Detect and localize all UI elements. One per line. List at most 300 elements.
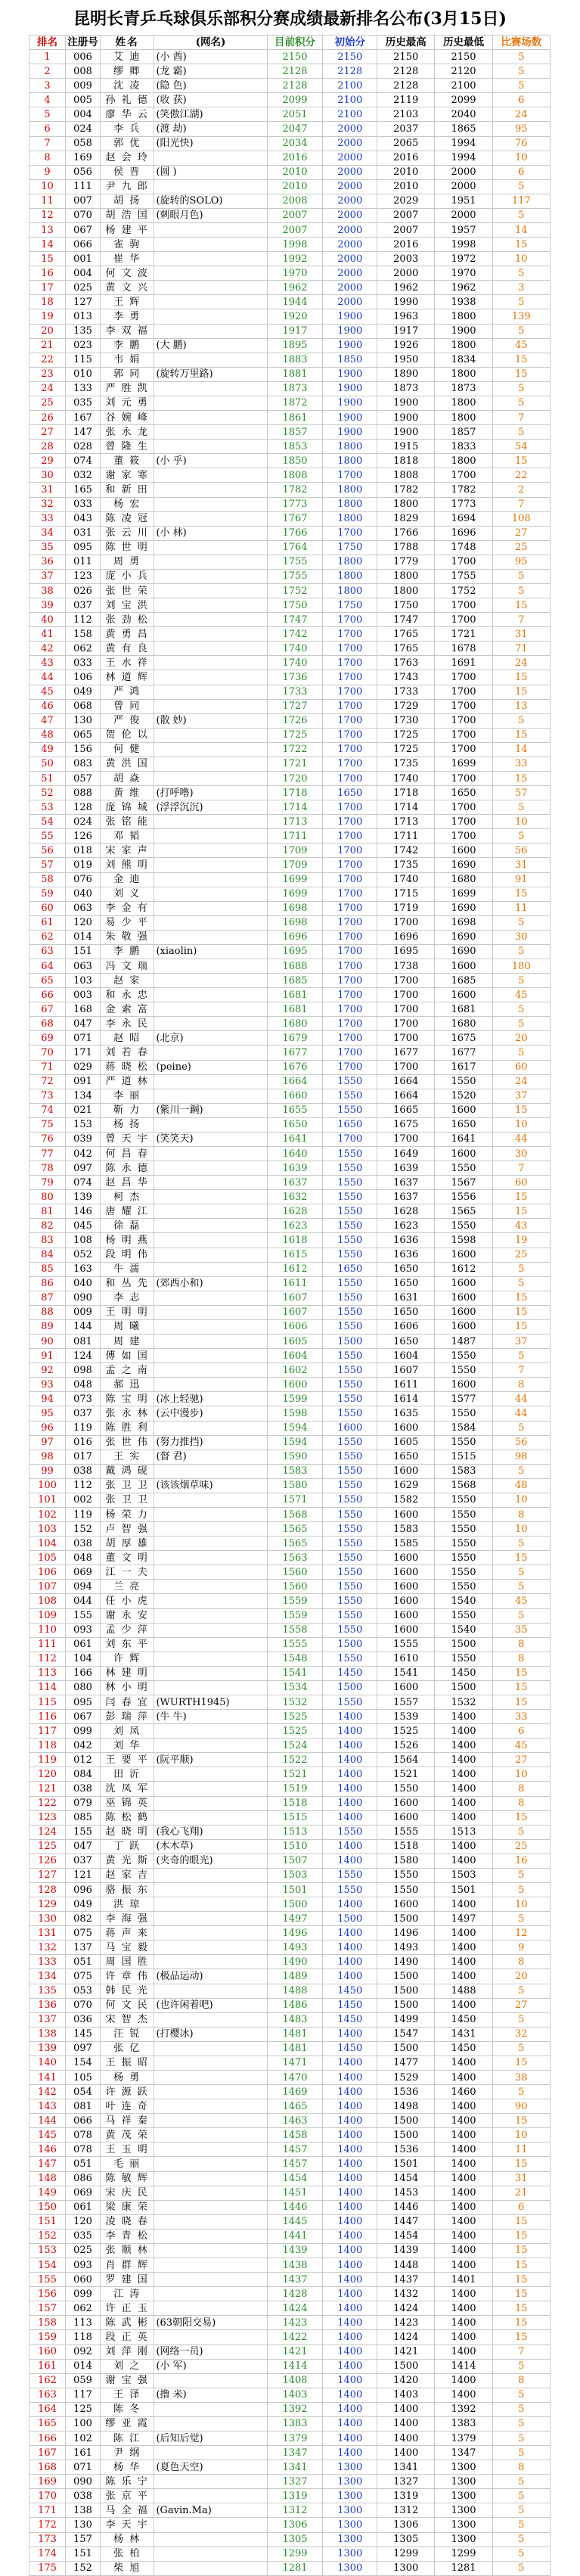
- table-row: [29, 411, 551, 425]
- reg-id-cell: 084: [66, 1767, 101, 1782]
- nickname-cell: (63朝阳交易): [154, 2316, 267, 2330]
- current-score-cell: 1655: [267, 1103, 323, 1117]
- nickname-cell: (小 军): [154, 2359, 267, 2373]
- history-high-cell: 1695: [377, 944, 435, 959]
- history-low-cell: 1400: [435, 2214, 492, 2229]
- reg-id-cell: 118: [66, 2330, 101, 2345]
- name-cell: 周 勇: [100, 555, 154, 569]
- rank-cell: 145: [29, 2128, 66, 2143]
- name-cell: 张 卫 卫: [100, 1478, 154, 1493]
- games-count-cell: 10: [492, 151, 550, 165]
- table-row: [29, 2157, 551, 2171]
- rank-cell: 75: [29, 1117, 66, 1132]
- games-count-cell: 5: [492, 1046, 550, 1060]
- table-row: [29, 454, 551, 468]
- current-score-cell: 1571: [267, 1493, 323, 1507]
- reg-id-cell: 060: [66, 2273, 101, 2287]
- history-high-cell: 1300: [377, 2561, 435, 2575]
- games-count-cell: 15: [492, 1103, 550, 1117]
- reg-id-cell: 113: [66, 2316, 101, 2330]
- games-count-cell: 45: [492, 338, 550, 353]
- initial-score-cell: 2000: [323, 151, 377, 165]
- name-cell: 王 要 平: [100, 1753, 154, 1767]
- history-low-cell: 1550: [435, 1507, 492, 1521]
- initial-score-cell: 1400: [323, 2200, 377, 2214]
- name-cell: 段 正 英: [100, 2330, 154, 2345]
- nickname-cell: [154, 2041, 267, 2056]
- history-high-cell: 1700: [377, 988, 435, 1002]
- games-count-cell: 6: [492, 1724, 550, 1739]
- history-high-cell: 1700: [377, 1060, 435, 1074]
- history-low-cell: 1400: [435, 2099, 492, 2114]
- history-high-cell: 1600: [377, 1796, 435, 1810]
- games-count-cell: 15: [492, 771, 550, 785]
- games-count-cell: 31: [492, 858, 550, 872]
- name-cell: 卢 智 强: [100, 1522, 154, 1537]
- rank-cell: 54: [29, 815, 66, 829]
- rank-cell: 47: [29, 713, 66, 728]
- games-count-cell: 5: [492, 1984, 550, 1998]
- games-count-cell: 15: [492, 2301, 550, 2316]
- table-row: [29, 1046, 551, 1060]
- games-count-cell: 6: [492, 165, 550, 179]
- reg-id-cell: 105: [66, 2071, 101, 2085]
- nickname-cell: (木木草): [154, 1839, 267, 1854]
- table-row: [29, 1810, 551, 1825]
- history-low-cell: 1600: [435, 1319, 492, 1334]
- history-low-cell: 1300: [435, 2475, 492, 2489]
- table-row: [29, 2114, 551, 2128]
- history-high-cell: 1950: [377, 353, 435, 367]
- initial-score-cell: 1500: [323, 1637, 377, 1652]
- rank-cell: 38: [29, 583, 66, 598]
- games-count-cell: 5: [492, 2561, 550, 2575]
- games-count-cell: 90: [492, 2099, 550, 2114]
- name-cell: 孙 礼 德: [100, 93, 154, 107]
- current-score-cell: 1640: [267, 1147, 323, 1161]
- initial-score-cell: 1450: [323, 1998, 377, 2012]
- table-row: [29, 2503, 551, 2518]
- games-count-cell: 31: [492, 627, 550, 642]
- table-row: [29, 1854, 551, 1868]
- table-row: [29, 569, 551, 583]
- name-cell: 胡 厚 雄: [100, 1537, 154, 1551]
- header-initial-score: 初始分: [323, 36, 377, 50]
- table-row: [29, 1594, 551, 1608]
- reg-id-cell: 138: [66, 2503, 101, 2518]
- history-high-cell: 1611: [377, 1378, 435, 1392]
- initial-score-cell: 2000: [323, 122, 377, 136]
- table-row: [29, 2099, 551, 2114]
- nickname-cell: [154, 757, 267, 771]
- current-score-cell: 1518: [267, 1796, 323, 1810]
- history-low-cell: 1550: [435, 1349, 492, 1363]
- name-cell: 戴 鸿 砚: [100, 1464, 154, 1478]
- reg-id-cell: 062: [66, 642, 101, 656]
- name-cell: 张 永 龙: [100, 425, 154, 440]
- initial-score-cell: 1400: [323, 1796, 377, 1810]
- reg-id-cell: 048: [66, 1551, 101, 1565]
- nickname-cell: [154, 2273, 267, 2287]
- name-cell: 李 鹏: [100, 338, 154, 353]
- initial-score-cell: 1700: [323, 872, 377, 887]
- history-high-cell: 1600: [377, 1551, 435, 1565]
- history-high-cell: 1453: [377, 2186, 435, 2200]
- name-cell: 黄 茂 荣: [100, 2128, 154, 2143]
- name-cell: 刘 之: [100, 2359, 154, 2373]
- history-high-cell: 1711: [377, 829, 435, 844]
- current-score-cell: 1560: [267, 1565, 323, 1580]
- initial-score-cell: 1550: [323, 1565, 377, 1580]
- rank-cell: 36: [29, 555, 66, 569]
- name-cell: 艾 迪: [100, 50, 154, 64]
- games-count-cell: 15: [492, 1666, 550, 1680]
- name-cell: 林 建 明: [100, 1666, 154, 1680]
- initial-score-cell: 1550: [323, 1291, 377, 1305]
- games-count-cell: 5: [492, 208, 550, 222]
- rank-cell: 138: [29, 2027, 66, 2041]
- reg-id-cell: 018: [66, 844, 101, 858]
- history-high-cell: 1600: [377, 1810, 435, 1825]
- games-count-cell: 37: [492, 1335, 550, 1349]
- name-cell: 黄 勇 昌: [100, 627, 154, 642]
- nickname-cell: [154, 238, 267, 252]
- name-cell: 许 章 伟: [100, 1969, 154, 1984]
- table-row: [29, 1248, 551, 1262]
- history-low-cell: 1450: [435, 2041, 492, 2056]
- rank-cell: 85: [29, 1262, 66, 1276]
- initial-score-cell: 1700: [323, 887, 377, 901]
- games-count-cell: 5: [492, 324, 550, 338]
- current-score-cell: 1713: [267, 815, 323, 829]
- history-low-cell: 1938: [435, 295, 492, 309]
- rank-cell: 125: [29, 1839, 66, 1854]
- nickname-cell: (xiaolin): [154, 944, 267, 959]
- name-cell: 周 曦: [100, 1319, 154, 1334]
- initial-score-cell: 1700: [323, 627, 377, 642]
- history-high-cell: 1439: [377, 2243, 435, 2257]
- nickname-cell: [154, 1248, 267, 1262]
- rank-cell: 141: [29, 2071, 66, 2085]
- games-count-cell: 15: [492, 2273, 550, 2287]
- rank-cell: 151: [29, 2214, 66, 2229]
- nickname-cell: [154, 2056, 267, 2070]
- history-low-cell: 1773: [435, 497, 492, 511]
- initial-score-cell: 1400: [323, 2258, 377, 2273]
- rank-cell: 116: [29, 1710, 66, 1724]
- reg-id-cell: 091: [66, 1074, 101, 1089]
- reg-id-cell: 066: [66, 2114, 101, 2128]
- current-score-cell: 1850: [267, 454, 323, 468]
- rank-cell: 1: [29, 50, 66, 64]
- history-high-cell: 1600: [377, 1623, 435, 1637]
- history-high-cell: 1583: [377, 1522, 435, 1537]
- games-count-cell: 11: [492, 2143, 550, 2157]
- history-low-cell: 2000: [435, 165, 492, 179]
- table-row: [29, 742, 551, 757]
- initial-score-cell: 1400: [323, 2186, 377, 2200]
- history-high-cell: 1600: [377, 1565, 435, 1580]
- current-score-cell: 1299: [267, 2546, 323, 2561]
- current-score-cell: 1583: [267, 1464, 323, 1478]
- initial-score-cell: 1400: [323, 2359, 377, 2373]
- history-high-cell: 1500: [377, 1912, 435, 1926]
- initial-score-cell: 1700: [323, 915, 377, 930]
- history-low-cell: 1400: [435, 1753, 492, 1767]
- nickname-cell: [154, 1594, 267, 1608]
- nickname-cell: [154, 1017, 267, 1031]
- table-row: [29, 2143, 551, 2157]
- history-high-cell: 1740: [377, 872, 435, 887]
- reg-id-cell: 002: [66, 1493, 101, 1507]
- rank-cell: 129: [29, 1897, 66, 1912]
- rank-cell: 13: [29, 223, 66, 238]
- history-low-cell: 1300: [435, 2532, 492, 2546]
- nickname-cell: (隐 色): [154, 79, 267, 93]
- history-low-cell: 1501: [435, 1883, 492, 1897]
- initial-score-cell: 1700: [323, 829, 377, 844]
- table-row: [29, 1580, 551, 1594]
- current-score-cell: 1895: [267, 338, 323, 353]
- table-row: [29, 1291, 551, 1305]
- history-high-cell: 1713: [377, 815, 435, 829]
- history-low-cell: 1700: [435, 613, 492, 627]
- history-low-cell: 1957: [435, 223, 492, 238]
- nickname-cell: (小 乎): [154, 454, 267, 468]
- reg-id-cell: 004: [66, 266, 101, 281]
- history-low-cell: 1550: [435, 1074, 492, 1089]
- nickname-cell: [154, 699, 267, 713]
- table-row: [29, 367, 551, 381]
- history-low-cell: 1400: [435, 1782, 492, 1796]
- name-cell: 林 道 辉: [100, 670, 154, 685]
- nickname-cell: (圆 ): [154, 165, 267, 179]
- current-score-cell: 1873: [267, 381, 323, 396]
- current-score-cell: 2128: [267, 64, 323, 79]
- reg-id-cell: 063: [66, 901, 101, 915]
- reg-id-cell: 024: [66, 815, 101, 829]
- games-count-cell: 27: [492, 526, 550, 540]
- name-cell: 李 永 民: [100, 1017, 154, 1031]
- reg-id-cell: 134: [66, 1089, 101, 1103]
- name-cell: 周 国 胜: [100, 1955, 154, 1969]
- initial-score-cell: 1400: [323, 1767, 377, 1782]
- history-high-cell: 1550: [377, 1883, 435, 1897]
- table-row: [29, 771, 551, 785]
- rank-cell: 24: [29, 381, 66, 396]
- history-high-cell: 1600: [377, 1580, 435, 1594]
- reg-id-cell: 038: [66, 1464, 101, 1478]
- nickname-cell: [154, 1117, 267, 1132]
- history-high-cell: 1501: [377, 2157, 435, 2171]
- initial-score-cell: 1550: [323, 1161, 377, 1176]
- table-row: [29, 1623, 551, 1637]
- games-count-cell: 5: [492, 1002, 550, 1017]
- games-count-cell: 15: [492, 887, 550, 901]
- games-count-cell: 3: [492, 281, 550, 295]
- name-cell: 刘 凤: [100, 1724, 154, 1739]
- header-games-count: 比赛场数: [492, 36, 550, 50]
- history-low-cell: 1550: [435, 1493, 492, 1507]
- nickname-cell: [154, 1810, 267, 1825]
- table-row: [29, 2041, 551, 2056]
- games-count-cell: 14: [492, 742, 550, 757]
- history-low-cell: 1401: [435, 2273, 492, 2287]
- history-low-cell: 1550: [435, 1161, 492, 1176]
- nickname-cell: [154, 1868, 267, 1882]
- rank-cell: 87: [29, 1291, 66, 1305]
- current-score-cell: 1714: [267, 800, 323, 815]
- nickname-cell: (渡 劫): [154, 122, 267, 136]
- rank-cell: 48: [29, 728, 66, 742]
- games-count-cell: 5: [492, 79, 550, 93]
- current-score-cell: 1782: [267, 483, 323, 497]
- current-score-cell: 1503: [267, 1868, 323, 1882]
- reg-id-cell: 167: [66, 411, 101, 425]
- games-count-cell: 32: [492, 2027, 550, 2041]
- table-row: [29, 2416, 551, 2431]
- nickname-cell: [154, 309, 267, 324]
- history-high-cell: 1600: [377, 1507, 435, 1521]
- initial-score-cell: 1400: [323, 2229, 377, 2243]
- initial-score-cell: 1550: [323, 1319, 377, 1334]
- nickname-cell: (网络一员): [154, 2345, 267, 2359]
- name-cell: 张 铭 能: [100, 815, 154, 829]
- reg-id-cell: 103: [66, 974, 101, 988]
- reg-id-cell: 121: [66, 1868, 101, 1882]
- history-high-cell: 1650: [377, 1450, 435, 1464]
- history-low-cell: 1300: [435, 2489, 492, 2503]
- name-cell: 黄 光 斯: [100, 1854, 154, 1868]
- current-score-cell: 1454: [267, 2171, 323, 2186]
- name-cell: 傅 如 国: [100, 1349, 154, 1363]
- nickname-cell: [154, 1378, 267, 1392]
- reg-id-cell: 007: [66, 194, 101, 208]
- history-low-cell: 1678: [435, 642, 492, 656]
- reg-id-cell: 028: [66, 440, 101, 454]
- table-row: [29, 1608, 551, 1623]
- history-low-cell: 1347: [435, 2446, 492, 2460]
- history-low-cell: 2000: [435, 208, 492, 222]
- reg-id-cell: 039: [66, 1132, 101, 1146]
- initial-score-cell: 1650: [323, 786, 377, 800]
- initial-score-cell: 1400: [323, 2099, 377, 2114]
- games-count-cell: 5: [492, 2041, 550, 2056]
- games-count-cell: 15: [492, 2287, 550, 2301]
- table-row: [29, 555, 551, 569]
- current-score-cell: 1312: [267, 2503, 323, 2518]
- rank-cell: 41: [29, 627, 66, 642]
- rank-cell: 67: [29, 1002, 66, 1017]
- games-count-cell: 5: [492, 1421, 550, 1435]
- nickname-cell: (浮浮沉沉): [154, 800, 267, 815]
- nickname-cell: [154, 1652, 267, 1666]
- games-count-cell: 9: [492, 1941, 550, 1955]
- rank-cell: 110: [29, 1623, 66, 1637]
- nickname-cell: [154, 1319, 267, 1334]
- current-score-cell: 1525: [267, 1724, 323, 1739]
- history-high-cell: 1604: [377, 1349, 435, 1363]
- table-row: [29, 915, 551, 930]
- rank-cell: 159: [29, 2330, 66, 2345]
- initial-score-cell: 1550: [323, 1074, 377, 1089]
- table-row: [29, 1565, 551, 1580]
- rank-cell: 30: [29, 468, 66, 483]
- history-high-cell: 1664: [377, 1089, 435, 1103]
- rank-cell: 157: [29, 2301, 66, 2316]
- reg-id-cell: 145: [66, 2027, 101, 2041]
- table-row: [29, 1161, 551, 1176]
- history-high-cell: 2003: [377, 252, 435, 266]
- history-low-cell: 1951: [435, 194, 492, 208]
- table-row: [29, 1998, 551, 2012]
- history-low-cell: 1400: [435, 2345, 492, 2359]
- history-low-cell: 1600: [435, 1378, 492, 1392]
- current-score-cell: 1853: [267, 440, 323, 454]
- nickname-cell: [154, 1291, 267, 1305]
- reg-id-cell: 151: [66, 944, 101, 959]
- history-low-cell: 1400: [435, 2301, 492, 2316]
- history-high-cell: 1990: [377, 295, 435, 309]
- table-row: [29, 1204, 551, 1219]
- table-row: [29, 2373, 551, 2388]
- current-score-cell: 1594: [267, 1435, 323, 1450]
- history-high-cell: 2016: [377, 151, 435, 165]
- reg-id-cell: 119: [66, 1507, 101, 1521]
- name-cell: 许 源 跃: [100, 2085, 154, 2099]
- reg-id-cell: 093: [66, 2258, 101, 2273]
- table-row: [29, 2532, 551, 2546]
- rank-cell: 142: [29, 2085, 66, 2099]
- history-high-cell: 2119: [377, 93, 435, 107]
- reg-id-cell: 047: [66, 1017, 101, 1031]
- nickname-cell: [154, 2416, 267, 2431]
- name-cell: 洪 琼: [100, 1897, 154, 1912]
- history-high-cell: 1477: [377, 2056, 435, 2070]
- history-high-cell: 1582: [377, 1493, 435, 1507]
- games-count-cell: 45: [492, 988, 550, 1002]
- initial-score-cell: 1550: [323, 1305, 377, 1319]
- reg-id-cell: 112: [66, 1478, 101, 1493]
- name-cell: 马 宝 毅: [100, 1941, 154, 1955]
- initial-score-cell: 1550: [323, 1522, 377, 1537]
- rank-cell: 27: [29, 425, 66, 440]
- history-low-cell: 1698: [435, 915, 492, 930]
- header-current-score: 目前积分: [267, 36, 323, 50]
- current-score-cell: 1445: [267, 2214, 323, 2229]
- history-high-cell: 1664: [377, 1074, 435, 1089]
- history-high-cell: 2128: [377, 64, 435, 79]
- current-score-cell: 1565: [267, 1537, 323, 1551]
- nickname-cell: [154, 295, 267, 309]
- table-row: [29, 670, 551, 685]
- rank-cell: 117: [29, 1724, 66, 1739]
- name-cell: 何 文 民: [100, 1998, 154, 2012]
- history-low-cell: 1400: [435, 1839, 492, 1854]
- name-cell: 陈 胜 利: [100, 1421, 154, 1435]
- initial-score-cell: 1400: [323, 2128, 377, 2143]
- name-cell: 刘 熊 明: [100, 858, 154, 872]
- initial-score-cell: 1800: [323, 583, 377, 598]
- current-score-cell: 1489: [267, 1969, 323, 1984]
- nickname-cell: [154, 598, 267, 613]
- history-high-cell: 1550: [377, 1782, 435, 1796]
- name-cell: 尹 纲: [100, 2446, 154, 2460]
- table-row: [29, 136, 551, 151]
- initial-score-cell: 1300: [323, 2503, 377, 2518]
- current-score-cell: 1857: [267, 425, 323, 440]
- initial-score-cell: 1900: [323, 338, 377, 353]
